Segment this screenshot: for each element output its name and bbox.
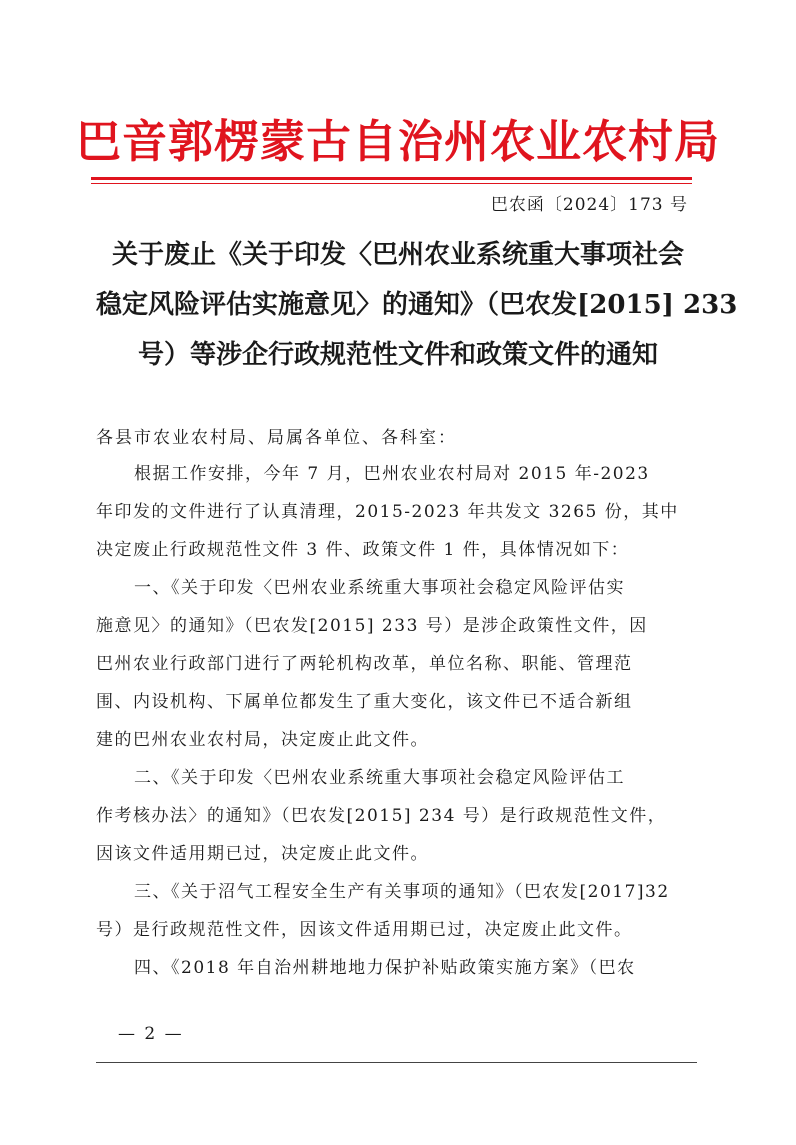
body-line: 三、《关于沼气工程安全生产有关事项的通知》（巴农发[2017]32 — [134, 882, 670, 902]
recipients-salutation: 各县市农业农村局、局属各单位、各科室： — [96, 428, 457, 448]
page-number: — 2 — — [118, 1024, 184, 1044]
body-line: 建的巴州农业农村局，决定废止此文件。 — [96, 730, 429, 750]
body-line: 号）是行政规范性文件，因该文件适用期已过，决定废止此文件。 — [96, 920, 633, 940]
header-red-rule-thin — [91, 183, 692, 184]
body-line: 四、《2018 年自治州耕地地力保护补贴政策实施方案》（巴农 — [134, 958, 636, 978]
issuing-organization-header: 巴音郭楞蒙古自治州农业农村局 — [75, 115, 720, 168]
header-red-rule-thick — [91, 177, 692, 180]
body-line: 作考核办法〉的通知》（巴农发[2015] 234 号）是行政规范性文件， — [96, 806, 667, 826]
body-line: 因该文件适用期已过，决定废止此文件。 — [96, 844, 429, 864]
document-title-line: 关于废止《关于印发〈巴州农业系统重大事项社会 — [111, 240, 684, 270]
body-line: 围、内设机构、下属单位都发生了重大变化，该文件已不适合新组 — [96, 692, 633, 712]
document-title — [96, 230, 738, 380]
body-line: 施意见〉的通知》（巴农发[2015] 233 号）是涉企政策性文件，因 — [96, 616, 648, 636]
document-title-line: 号）等涉企行政规范性文件和政策文件的通知 — [137, 340, 658, 370]
document-body — [96, 455, 700, 987]
body-line: 二、《关于印发〈巴州农业系统重大事项社会稳定风险评估工 — [134, 768, 625, 788]
body-line: 决定废止行政规范性文件 3 件、政策文件 1 件，具体情况如下： — [96, 540, 630, 560]
body-line: 巴州农业行政部门进行了两轮机构改革，单位名称、职能、管理范 — [96, 654, 633, 674]
body-line: 一、《关于印发〈巴州农业系统重大事项社会稳定风险评估实 — [134, 578, 625, 598]
footer-rule — [96, 1062, 697, 1063]
body-line: 根据工作安排，今年 7 月，巴州农业农村局对 2015 年-2023 — [134, 464, 650, 484]
document-number: 巴农函〔2024〕173 号 — [490, 195, 688, 215]
document-title-line: 稳定风险评估实施意见〉的通知》（巴农发[2015] 233 — [96, 290, 738, 320]
body-line: 年印发的文件进行了认真清理，2015-2023 年共发文 3265 份，其中 — [96, 502, 679, 522]
